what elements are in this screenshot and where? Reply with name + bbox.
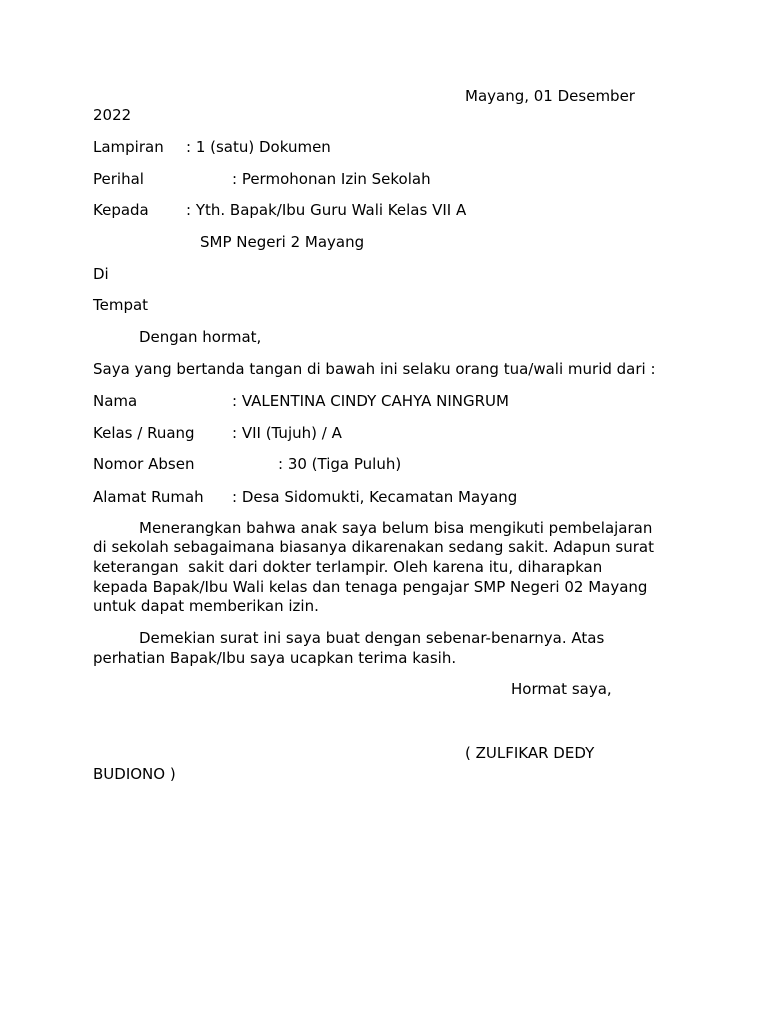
kepada-label: Kepada xyxy=(93,201,149,219)
body-paragraph-1-line-4: kepada Bapak/Ibu Wali kelas dan tenaga pengajar SMP Negeri 02 Mayang xyxy=(93,578,648,596)
lampiran-label: Lampiran xyxy=(93,138,164,156)
nama-label: Nama xyxy=(93,392,138,410)
di-text: Di xyxy=(93,265,109,283)
salutation: Dengan hormat, xyxy=(139,328,262,346)
closing: Hormat saya, xyxy=(511,680,612,698)
kelas-label: Kelas / Ruang xyxy=(93,424,195,442)
lampiran-value: : 1 (satu) Dokumen xyxy=(186,138,331,156)
body-paragraph-1-line-5: untuk dapat memberikan izin. xyxy=(93,597,319,615)
date-year: 2022 xyxy=(93,106,132,124)
body-paragraph-1-line-2: di sekolah sebagaimana biasanya dikarenakan sedang sakit. Adapun surat xyxy=(93,538,654,556)
date-line: Mayang, 01 Desember xyxy=(465,87,635,105)
nama-value: : VALENTINA CINDY CAHYA NINGRUM xyxy=(232,392,509,410)
kelas-value: : VII (Tujuh) / A xyxy=(232,424,342,442)
alamat-label: Alamat Rumah xyxy=(93,488,204,506)
perihal-value: : Permohonan Izin Sekolah xyxy=(232,170,431,188)
body-paragraph-1-line-1: Menerangkan bahwa anak saya belum bisa mengikuti pembelajaran xyxy=(139,519,653,537)
alamat-value: : Desa Sidomukti, Kecamatan Mayang xyxy=(232,488,518,506)
body-paragraph-2-line-2: perhatian Bapak/Ibu saya ucapkan terima kasih. xyxy=(93,649,457,667)
perihal-label: Perihal xyxy=(93,170,144,188)
intro-text: Saya yang bertanda tangan di bawah ini selaku orang tua/wali murid dari : xyxy=(93,360,656,378)
absen-label: Nomor Absen xyxy=(93,455,195,473)
absen-value: : 30 (Tiga Puluh) xyxy=(278,455,402,473)
tempat-text: Tempat xyxy=(93,296,149,314)
signer-name: ( ZULFIKAR DEDY xyxy=(465,744,595,762)
signer-name-continued: BUDIONO ) xyxy=(93,765,176,783)
kepada-school: SMP Negeri 2 Mayang xyxy=(200,233,365,251)
body-paragraph-2-line-1: Demekian surat ini saya buat dengan sebenar-benarnya. Atas xyxy=(139,629,605,647)
body-paragraph-1-line-3: keterangan sakit dari dokter terlampir. Oleh karena itu, diharapkan xyxy=(93,558,603,576)
kepada-value: : Yth. Bapak/Ibu Guru Wali Kelas VII A xyxy=(186,201,467,219)
